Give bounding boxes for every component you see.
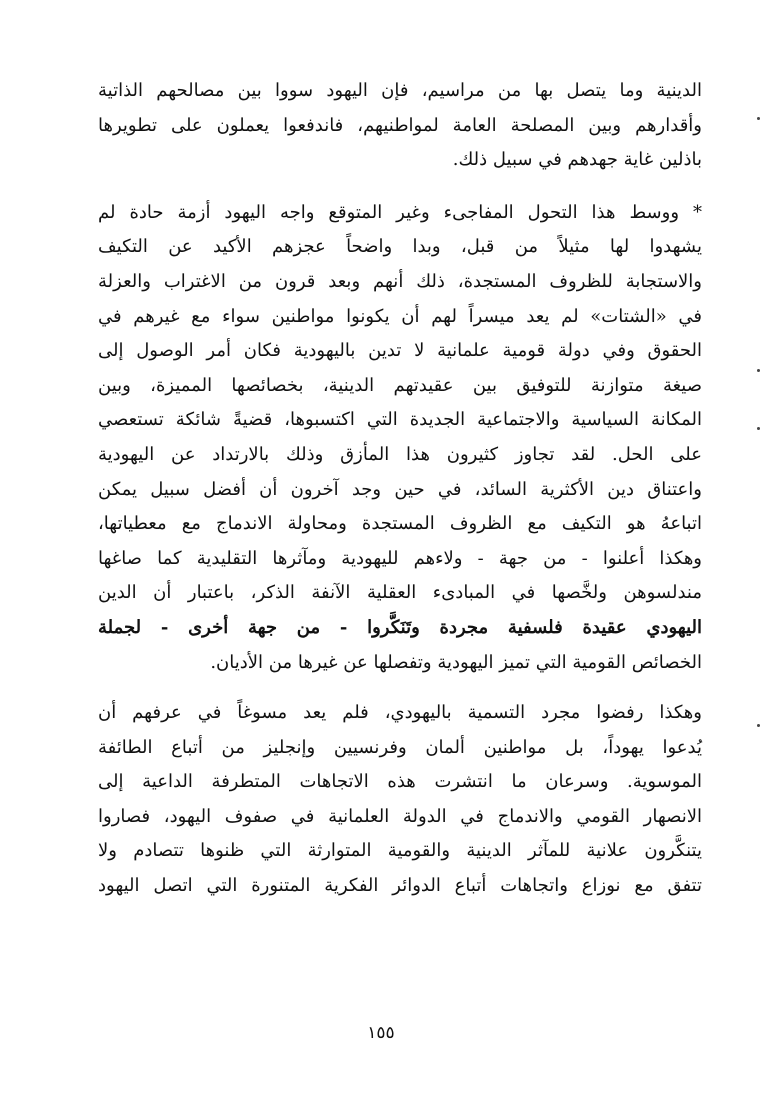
text-line: المكانة السياسية والاجتماعية الجديدة التي اكتسبوها، قضيةً شائكة تستعصي bbox=[98, 409, 702, 431]
text-line: وأقدارهم وبين المصلحة العامة لمواطنيهم، فاندفعوا يعملون على تطويرها bbox=[98, 114, 702, 136]
text-line: يشهدوا لها مثيلاً من قبل، وبدا واضحاً عجزهم الأكيد عن التكيف bbox=[98, 236, 702, 258]
text-line: واعتناق دين الأكثرية السائد، في حين وجد آخرون أن أفضل سبيل يمكن bbox=[98, 478, 702, 500]
text-line: يتنكَّرون علانية للمآثر الدينية والقومية المتوارثة التي ظنوها تتصادم ولا bbox=[98, 840, 702, 862]
text-line: الانصهار القومي والاندماج في الدولة العلمانية في صفوف اليهود، فصاروا bbox=[98, 805, 702, 827]
text-line: على الحل. لقد تجاوز كثيرون هذا المأزق وذلك بالارتداد عن اليهودية bbox=[98, 443, 702, 465]
text-line: الخصائص القومية التي تميز اليهودية وتفصلها عن غيرها من الأديان. bbox=[210, 651, 702, 673]
text-line: صيغة متوازنة للتوفيق بين عقيدتهم الدينية، بخصائصها المميزة، وبين bbox=[98, 374, 702, 396]
paragraph-3 bbox=[98, 696, 702, 904]
page-body bbox=[98, 74, 702, 904]
text-line-bold: اليهودي عقيدة فلسفية مجردة وتَنَكَّروا - من جهة أخرى - لجملة bbox=[98, 616, 702, 638]
page-number: ١٥٥ bbox=[367, 1023, 395, 1043]
text-line: في «الشتات» لم يعد ميسراً لهم أن يكونوا مواطنين سواء مع غيرهم في bbox=[98, 305, 702, 327]
paragraph-2 bbox=[98, 196, 702, 680]
text-line: * ووسط هذا التحول المفاجىء وغير المتوقع واجه اليهود أزمة حادة لم bbox=[98, 201, 702, 223]
text-line: وهكذا رفضوا مجرد التسمية باليهودي، فلم يعد مسوغاً في عرفهم أن bbox=[98, 702, 702, 724]
text-line: يُدعوا يهوداً، بل مواطنين ألمان وفرنسيين وإنجليز من أتباع الطائفة bbox=[98, 736, 702, 758]
text-line: الدينية وما يتصل بها من مراسيم، فإن اليهود سووا بين مصالحهم الذاتية bbox=[98, 80, 702, 101]
text-line: الحقوق وفي دولة قومية علمانية لا تدين باليهودية فكان أمر الوصول إلى bbox=[98, 340, 702, 362]
text-line: اتباعهُ هو التكيف مع الظروف المستجدة ومحاولة الاندماج مع معطياتها، bbox=[98, 513, 702, 535]
text-line: والاستجابة للظروف المستجدة، ذلك أنهم وبعد قرون من الاغتراب والعزلة bbox=[98, 270, 702, 292]
text-line: تتفق مع نوزاع واتجاهات أتباع الدوائر الفكرية المتنورة التي اتصل اليهود bbox=[98, 875, 703, 897]
scan-mark bbox=[757, 369, 760, 372]
text-line: مندلسوهن ولخَّصها في المبادىء العقلية الآنفة الذكر، باعتبار أن الدين bbox=[98, 582, 702, 604]
text-line: باذلين غاية جهدهم في سبيل ذلك. bbox=[452, 149, 702, 171]
paragraph-1 bbox=[98, 74, 702, 178]
scan-mark bbox=[757, 427, 760, 430]
text-line: وهكذا أعلنوا - من جهة - ولاءهم لليهودية ومآثرها التقليدية كما صاغها bbox=[98, 547, 702, 569]
text-line: الموسوية. وسرعان ما انتشرت هذه الاتجاهات المتطرفة الداعية إلى bbox=[98, 771, 702, 793]
scan-mark bbox=[757, 724, 760, 727]
scan-mark bbox=[757, 117, 760, 120]
